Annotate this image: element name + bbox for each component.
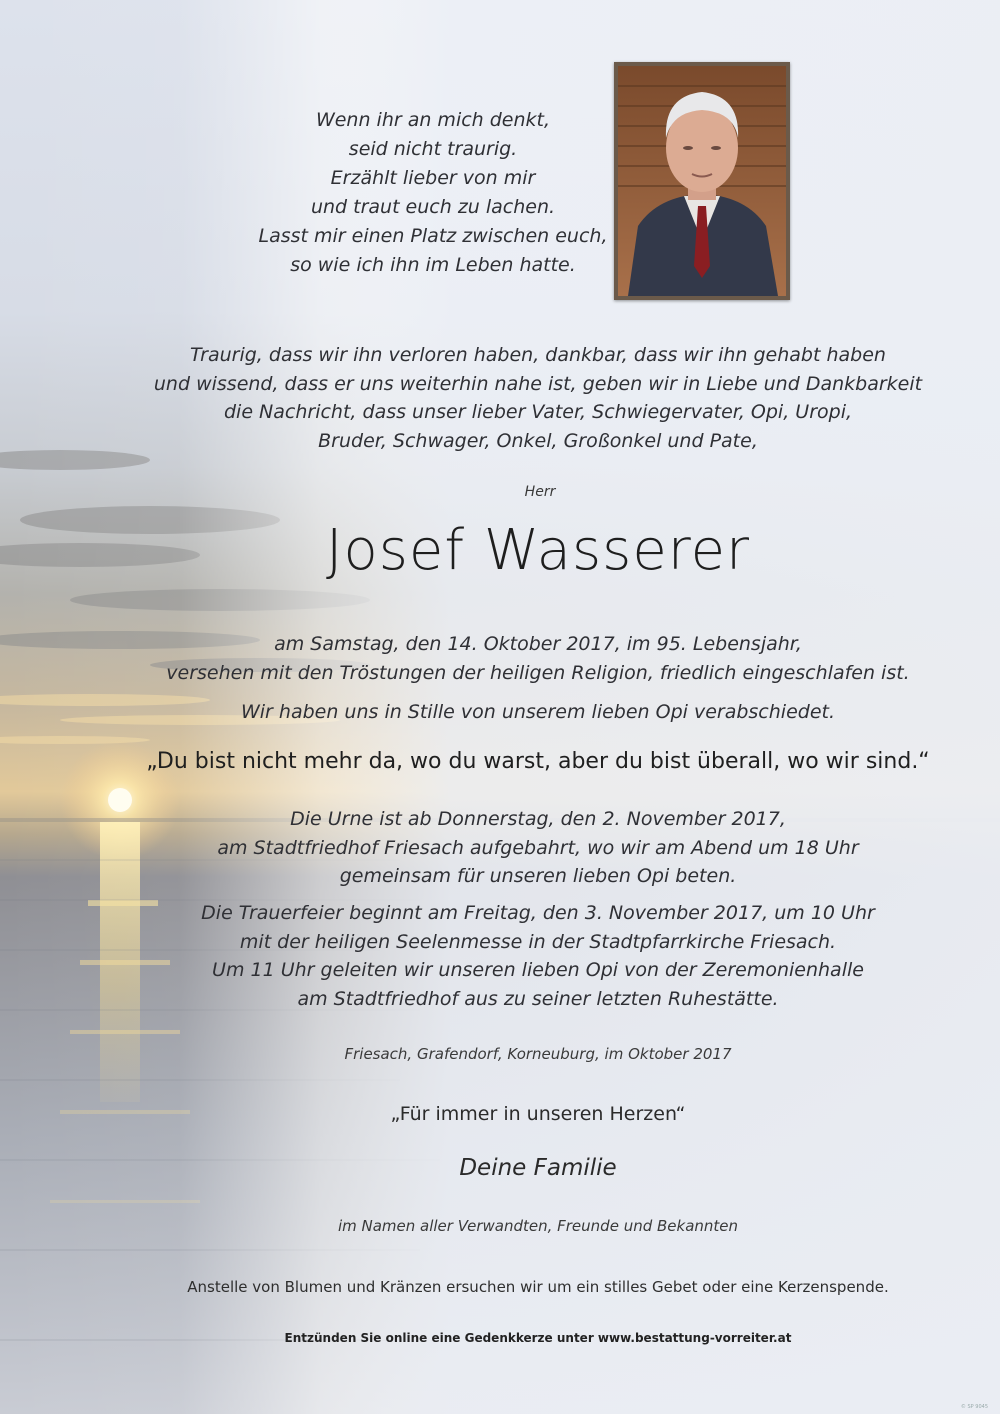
relatives-note: im Namen aller Verwandten, Freunde und Bekannten [337, 1217, 739, 1235]
poem-line: so wie ich ihn im Leben hatte. [290, 254, 576, 276]
imprint-code: © SP 9045 [960, 1404, 988, 1410]
funeral-line: am Stadtfriedhof aus zu seiner letzten Ruhestätte. [297, 987, 779, 1010]
funeral-info [150, 899, 926, 1013]
memorial-quote: „Du bist nicht mehr da, wo du warst, aber du bist überall, wo wir sind.“ [146, 749, 930, 774]
deceased-name: Josef Wasserer [325, 518, 751, 583]
intro-line: und wissend, dass er uns weiterhin nahe ist, geben wir in Liebe und Dankbarkeit [153, 372, 923, 395]
farewell-note: Wir haben uns in Stille von unserem lieben Opi verabschiedet. [240, 701, 836, 723]
death-notice [150, 630, 926, 687]
portrait-photo [614, 62, 790, 300]
poem-line: Wenn ihr an mich denkt, [315, 109, 551, 131]
death-line: versehen mit den Tröstungen der heiligen Religion, friedlich eingeschlafen ist. [166, 661, 910, 684]
urn-line: am Stadtfriedhof Friesach aufgebahrt, wo wir am Abend um 18 Uhr [217, 836, 859, 859]
poem-line: Lasst mir einen Platz zwischen euch, [258, 225, 608, 247]
intro-line: Bruder, Schwager, Onkel, Großonkel und Pate, [318, 429, 758, 452]
funeral-line: mit der heiligen Seelenmesse in der Stadtpfarrkirche Friesach. [239, 930, 837, 953]
flowers-note: Anstelle von Blumen und Kränzen ersuchen wir um ein stilles Gebet oder eine Kerzenspende. [187, 1278, 889, 1296]
salutation: Herr [524, 484, 556, 500]
poem-line: Erzählt lieber von mir [330, 167, 536, 189]
forever-motto: „Für immer in unseren Herzen“ [390, 1103, 686, 1125]
urn-line: Die Urne ist ab Donnerstag, den 2. November 2017, [290, 808, 786, 830]
signature-family: Deine Familie [459, 1155, 617, 1181]
urn-viewing-info [150, 805, 926, 891]
funeral-line: Die Trauerfeier beginnt am Freitag, den 3. November 2017, um 10 Uhr [201, 902, 875, 924]
funeral-line: Um 11 Uhr geleiten wir unseren lieben Opi von der Zeremonienhalle [212, 959, 864, 981]
poem [200, 106, 666, 280]
online-candle-link[interactable]: Entzünden Sie online eine Gedenkkerze unter www.bestattung-vorreiter.at [284, 1331, 792, 1345]
announcement-intro [150, 341, 926, 455]
poem-line: und traut euch zu lachen. [310, 196, 556, 218]
intro-line: Traurig, dass wir ihn verloren haben, dankbar, dass wir ihn gehabt haben [190, 344, 886, 366]
death-line: am Samstag, den 14. Oktober 2017, im 95. Lebensjahr, [274, 633, 802, 655]
urn-line: gemeinsam für unseren lieben Opi beten. [339, 865, 737, 887]
portrait-photo-icon [618, 66, 786, 296]
poem-line: seid nicht traurig. [348, 138, 518, 160]
intro-line: die Nachricht, dass unser lieber Vater, Schwiegervater, Opi, Uropi, [223, 401, 853, 423]
place-and-date: Friesach, Grafendorf, Korneuburg, im Oktober 2017 [344, 1045, 732, 1063]
